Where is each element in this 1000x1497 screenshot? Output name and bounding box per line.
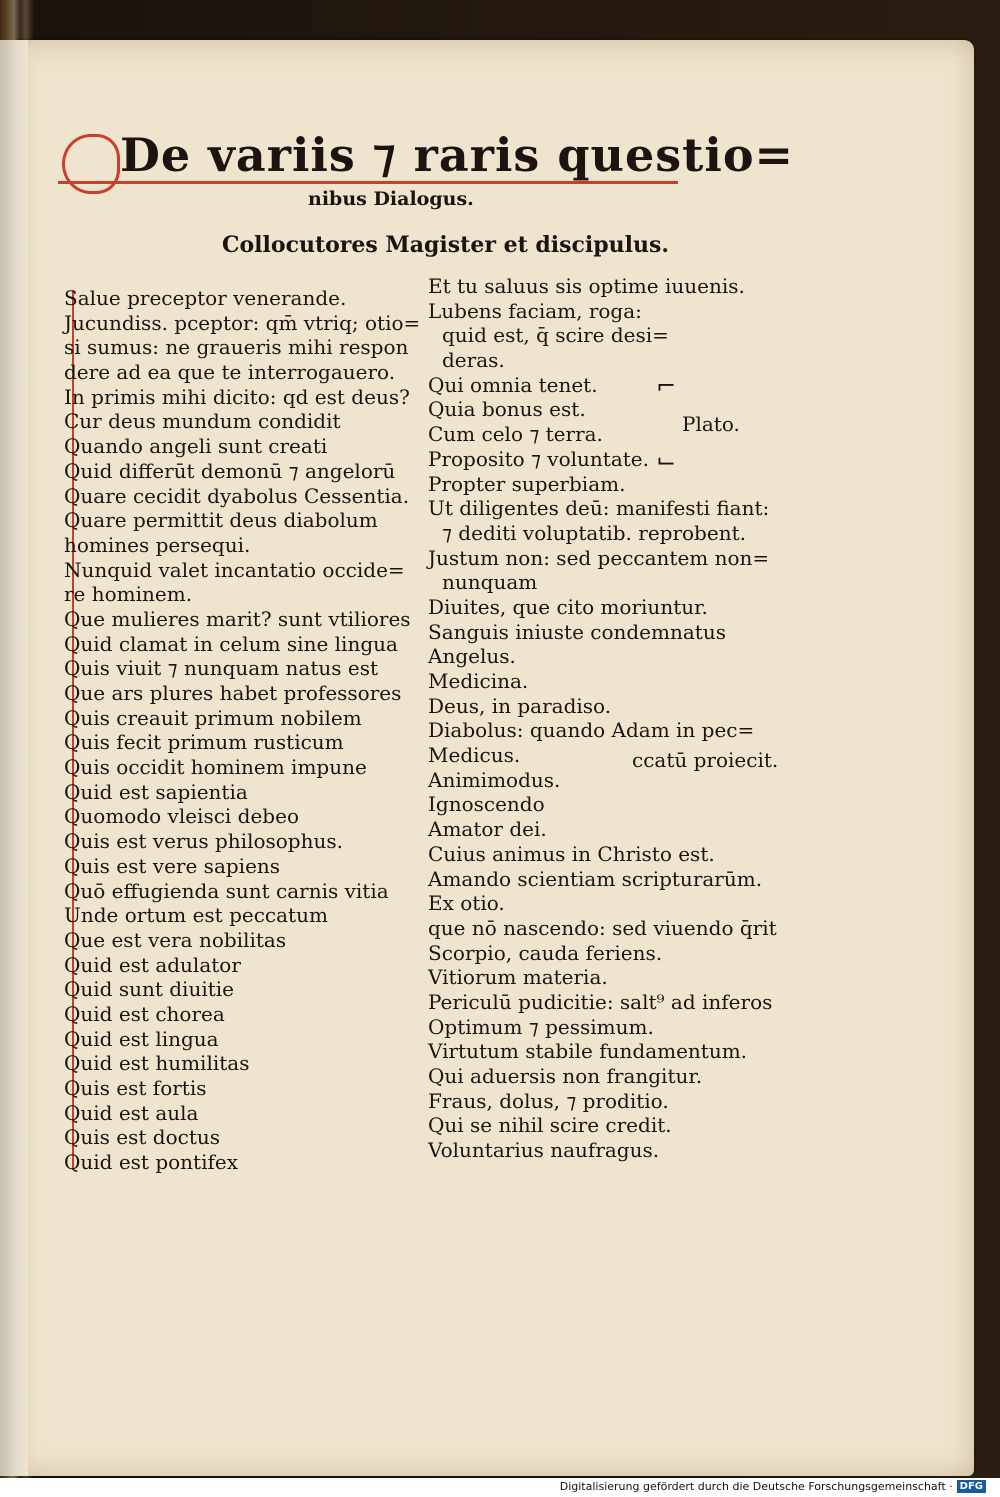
question-line: Quis fecit primum rusticum [64,730,344,755]
question-line: Quid clamat in celum sine lingua [64,631,398,656]
answer-line: Virtutum stabile fundamentum. [428,1039,748,1064]
answer-line: deras. [442,348,505,373]
answer-line: Ex otio. [428,891,505,916]
question-line: Salue preceptor venerande. [64,286,347,310]
question-line: Nunquid valet incantatio occide= [64,557,405,582]
question-line: Jucundiss. pceptor: qm̄ vtriq; otio= [64,310,421,335]
question-line: Quomodo vleisci debeo [64,804,299,829]
question-line: Quis occidit hominem impune [64,755,367,780]
margin-note-continuation: ccatū proiecit. [632,748,779,772]
answer-line: Angelus. [428,644,516,669]
answer-line: Fraus, dolus, ⁊ proditio. [428,1088,669,1113]
question-line: Cur deus mundum condidit [64,409,341,434]
question-line: Que est vera nobilitas [64,927,287,952]
answer-line: Vitiorum materia. [428,965,608,990]
answer-line: Ut diligentes deū: manifesti fiant: [428,496,770,521]
bracket-mark: ⌙ [656,446,677,474]
answer-line: Quia bonus est. [428,397,586,422]
question-line: Quid est humilitas [64,1051,250,1076]
question-line: Quid est aula [64,1100,199,1125]
bracket-mark: ⌐ [656,372,677,400]
page-gutter [0,40,28,1476]
question-line: Que mulieres marit? sunt vtiliores [64,606,411,631]
question-line: Quis est vere sapiens [64,853,281,878]
question-line: homines persequi. [64,532,251,557]
answer-line: Voluntarius naufragus. [428,1138,660,1163]
answer-line: Lubens faciam, roga: [428,298,642,323]
answer-line: que nō nascendo: sed viuendo q̄rit [428,915,777,940]
answer-line: Cuius animus in Christo est. [428,841,715,866]
question-line: Quando angeli sunt creati [64,434,328,459]
question-line: re hominem. [64,582,193,607]
questions-column [64,286,420,1175]
page-subtitle: nibus Dialogus. [308,188,474,210]
question-line: Quid differūt demonū ⁊ angelorū [64,458,396,483]
answer-line: Qui aduersis non frangitur. [428,1064,703,1088]
question-line: In primis mihi dicito: qd est deus? [64,384,410,409]
question-line: Quis est verus philosophus. [64,829,343,854]
answer-line: ⁊ dediti voluptatib. reprobent. [442,520,746,545]
answer-line: Animimodus. [428,767,561,792]
dfg-logo: DFG [957,1480,986,1493]
answer-line: Proposito ⁊ voluntate. [428,446,649,471]
answer-line: Scorpio, cauda feriens. [428,940,663,965]
question-line: Quid est sapientia [64,779,248,804]
answer-line: Diabolus: quando Adam in pec= [428,718,755,743]
answer-line: Diuites, que cito moriuntur. [428,594,708,619]
answer-line: Cum celo ⁊ terra. [428,422,603,447]
page-title: De variis ⁊ raris questio= [120,128,795,182]
answer-line: Qui omnia tenet. [428,372,598,397]
answer-line: Amando scientiam scripturarūm. [428,866,763,891]
answers-column [428,274,777,1163]
question-line: si sumus: ne graueris mihi respon [64,335,409,360]
question-line: Unde ortum est peccatum [64,903,328,928]
red-initial-mark [62,134,120,194]
answer-line: Amator dei. [428,817,547,842]
question-line: Quid est adulator [64,952,241,977]
answer-line: Justum non: sed peccantem non= [428,545,770,570]
red-title-rule [58,181,678,184]
question-line: Quis est doctus [64,1125,221,1150]
footer-text: Digitalisierung gefördert durch die Deutsche Forschungsgemeinschaft · [559,1480,953,1493]
question-line: Quis est fortis [64,1076,207,1100]
question-line: dere ad ea que te interrogauero. [64,360,396,385]
speakers-heading: Collocutores Magister et discipulus. [222,232,670,258]
answer-line: Optimum ⁊ pessimum. [428,1014,654,1039]
answer-line: Deus, in paradiso. [428,693,612,718]
question-line: Quid sunt diuitie [64,977,234,1002]
question-line: Quare permittit deus diabolum [64,508,378,533]
question-line: Quid est lingua [64,1026,219,1051]
answer-line: Periculū pudicitie: salt⁹ ad inferos [428,989,773,1014]
footer-credit [560,1480,986,1493]
question-line: Que ars plures habet professores [64,681,402,705]
question-line: Quis creauit primum nobilem [64,705,362,730]
answer-line: Ignoscendo [428,792,545,817]
answer-line: Medicus. [428,743,521,768]
answer-line: Et tu saluus sis optime iuuenis. [428,274,745,298]
question-line: Quid est pontifex [64,1150,239,1175]
question-line: Quis viuit ⁊ nunquam natus est [64,656,379,681]
answer-line: nunquam [442,570,538,595]
answer-line: Medicina. [428,669,529,693]
answer-line: Qui se nihil scire credit. [428,1113,672,1138]
answer-line: Sanguis iniuste condemnatus [428,619,726,644]
answer-line: quid est, q̄ scire desi= [442,323,669,348]
question-line: Quare cecidit dyabolus Cessentia. [64,483,410,508]
question-line: Quid est chorea [64,1001,225,1026]
question-line: Quō effugienda sunt carnis vitia [64,878,389,903]
margin-note-plato: Plato. [682,412,740,436]
answer-line: Propter superbiam. [428,471,626,496]
